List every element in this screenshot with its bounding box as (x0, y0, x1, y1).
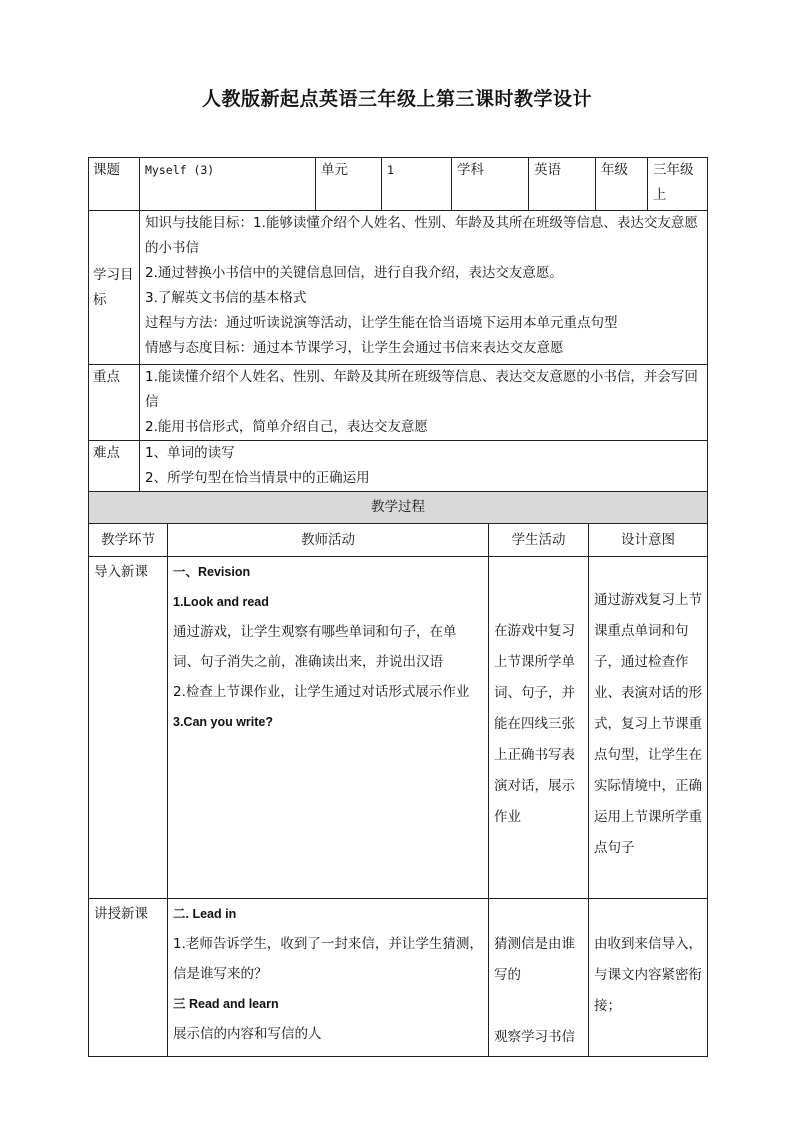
teacher-line: 一、Revision (173, 565, 251, 579)
process-header: 教学过程 (89, 492, 708, 524)
difficult-content (140, 441, 708, 492)
col-header: 学生活动 (489, 524, 589, 557)
keti-label: 课题 (89, 158, 140, 211)
nianji-label: 年级 (596, 158, 648, 211)
teacher-line: 1.Look and read (173, 595, 269, 609)
goals-line: 2.通过替换小书信中的关键信息回信，进行自我介绍，表达交友意愿。 (145, 265, 563, 281)
difficult-label: 难点 (89, 441, 140, 492)
goals-line: 知识与技能目标：1.能够读懂介绍个人姓名、性别、年龄及其所在班级等信息、表达交友意愿的小书信 (145, 215, 698, 256)
design-intent: 通过游戏复习上节课重点单词和句子，通过检查作业、表演对话的形式，复习上节课重点句型，让学生在实际情境中，正确运用上节课所学重点句子 (589, 557, 708, 899)
teacher-line: 三 Read and learn (173, 997, 279, 1011)
danyuan-value: 1 (382, 158, 452, 211)
xueke-value: 英语 (529, 158, 596, 211)
key-line: 2.能用书信形式，简单介绍自己，表达交友意愿 (145, 419, 428, 435)
document-title: 人教版新起点英语三年级上第三课时教学设计 (201, 88, 592, 110)
teacher-line: 2.检查上节课作业，让学生通过对话形式展示作业 (173, 684, 470, 700)
stage-cell: 导入新课 (89, 557, 168, 899)
design-intent: 由收到来信导入，与课文内容紧密衔接； (589, 899, 708, 1057)
student-line: 猜测信是由谁写的 (494, 936, 575, 983)
difficult-line: 2、所学句型在恰当情景中的正确运用 (145, 470, 370, 486)
col-header: 教师活动 (168, 524, 489, 557)
student-line: 观察学习书信 (494, 1029, 575, 1045)
student-activity: 在游戏中复习上节课所学单词、句子，并能在四线三张上正确书写表演对话，展示作业 (489, 557, 589, 899)
teacher-activity (168, 899, 489, 1057)
difficult-line: 1、单词的读写 (145, 445, 235, 461)
goals-line: 情感与态度目标：通过本节课学习，让学生会通过书信来表达交友意愿 (145, 340, 564, 356)
teacher-line: 3.Can you write? (173, 715, 274, 729)
teacher-activity (168, 557, 489, 899)
goals-line: 过程与方法：通过听读说演等活动，让学生能在恰当语境下运用本单元重点句型 (145, 315, 618, 331)
stage-cell: 讲授新课 (89, 899, 168, 1057)
danyuan-label: 单元 (316, 158, 382, 211)
teacher-line: 展示信的内容和写信的人 (173, 1026, 322, 1042)
process-table (88, 491, 708, 1057)
nianji-value: 三年级上 (648, 158, 708, 211)
col-header: 设计意图 (589, 524, 708, 557)
teacher-line: 二. Lead in (173, 907, 237, 921)
xueke-label: 学科 (452, 158, 529, 211)
goals-label: 学习目标 (89, 211, 140, 365)
goals-content (140, 211, 708, 365)
info-table (88, 157, 708, 492)
teacher-line: 通过游戏，让学生观察有哪些单词和句子，在单词、句子消失之前，准确读出来，并说出汉语 (173, 624, 457, 670)
key-line: 1.能读懂介绍个人姓名、性别、年龄及其所在班级等信息、表达交友意愿的小书信，并会写回信 (145, 369, 698, 410)
goals-line: 3.了解英文书信的基本格式 (145, 290, 307, 306)
col-header: 教学环节 (89, 524, 168, 557)
teacher-line: 1.老师告诉学生，收到了一封来信，并让学生猜测，信是谁写来的？ (173, 936, 483, 982)
key-content (140, 365, 708, 441)
student-activity (489, 899, 589, 1057)
keti-value: Myself (3) (140, 158, 316, 211)
key-label: 重点 (89, 365, 140, 441)
